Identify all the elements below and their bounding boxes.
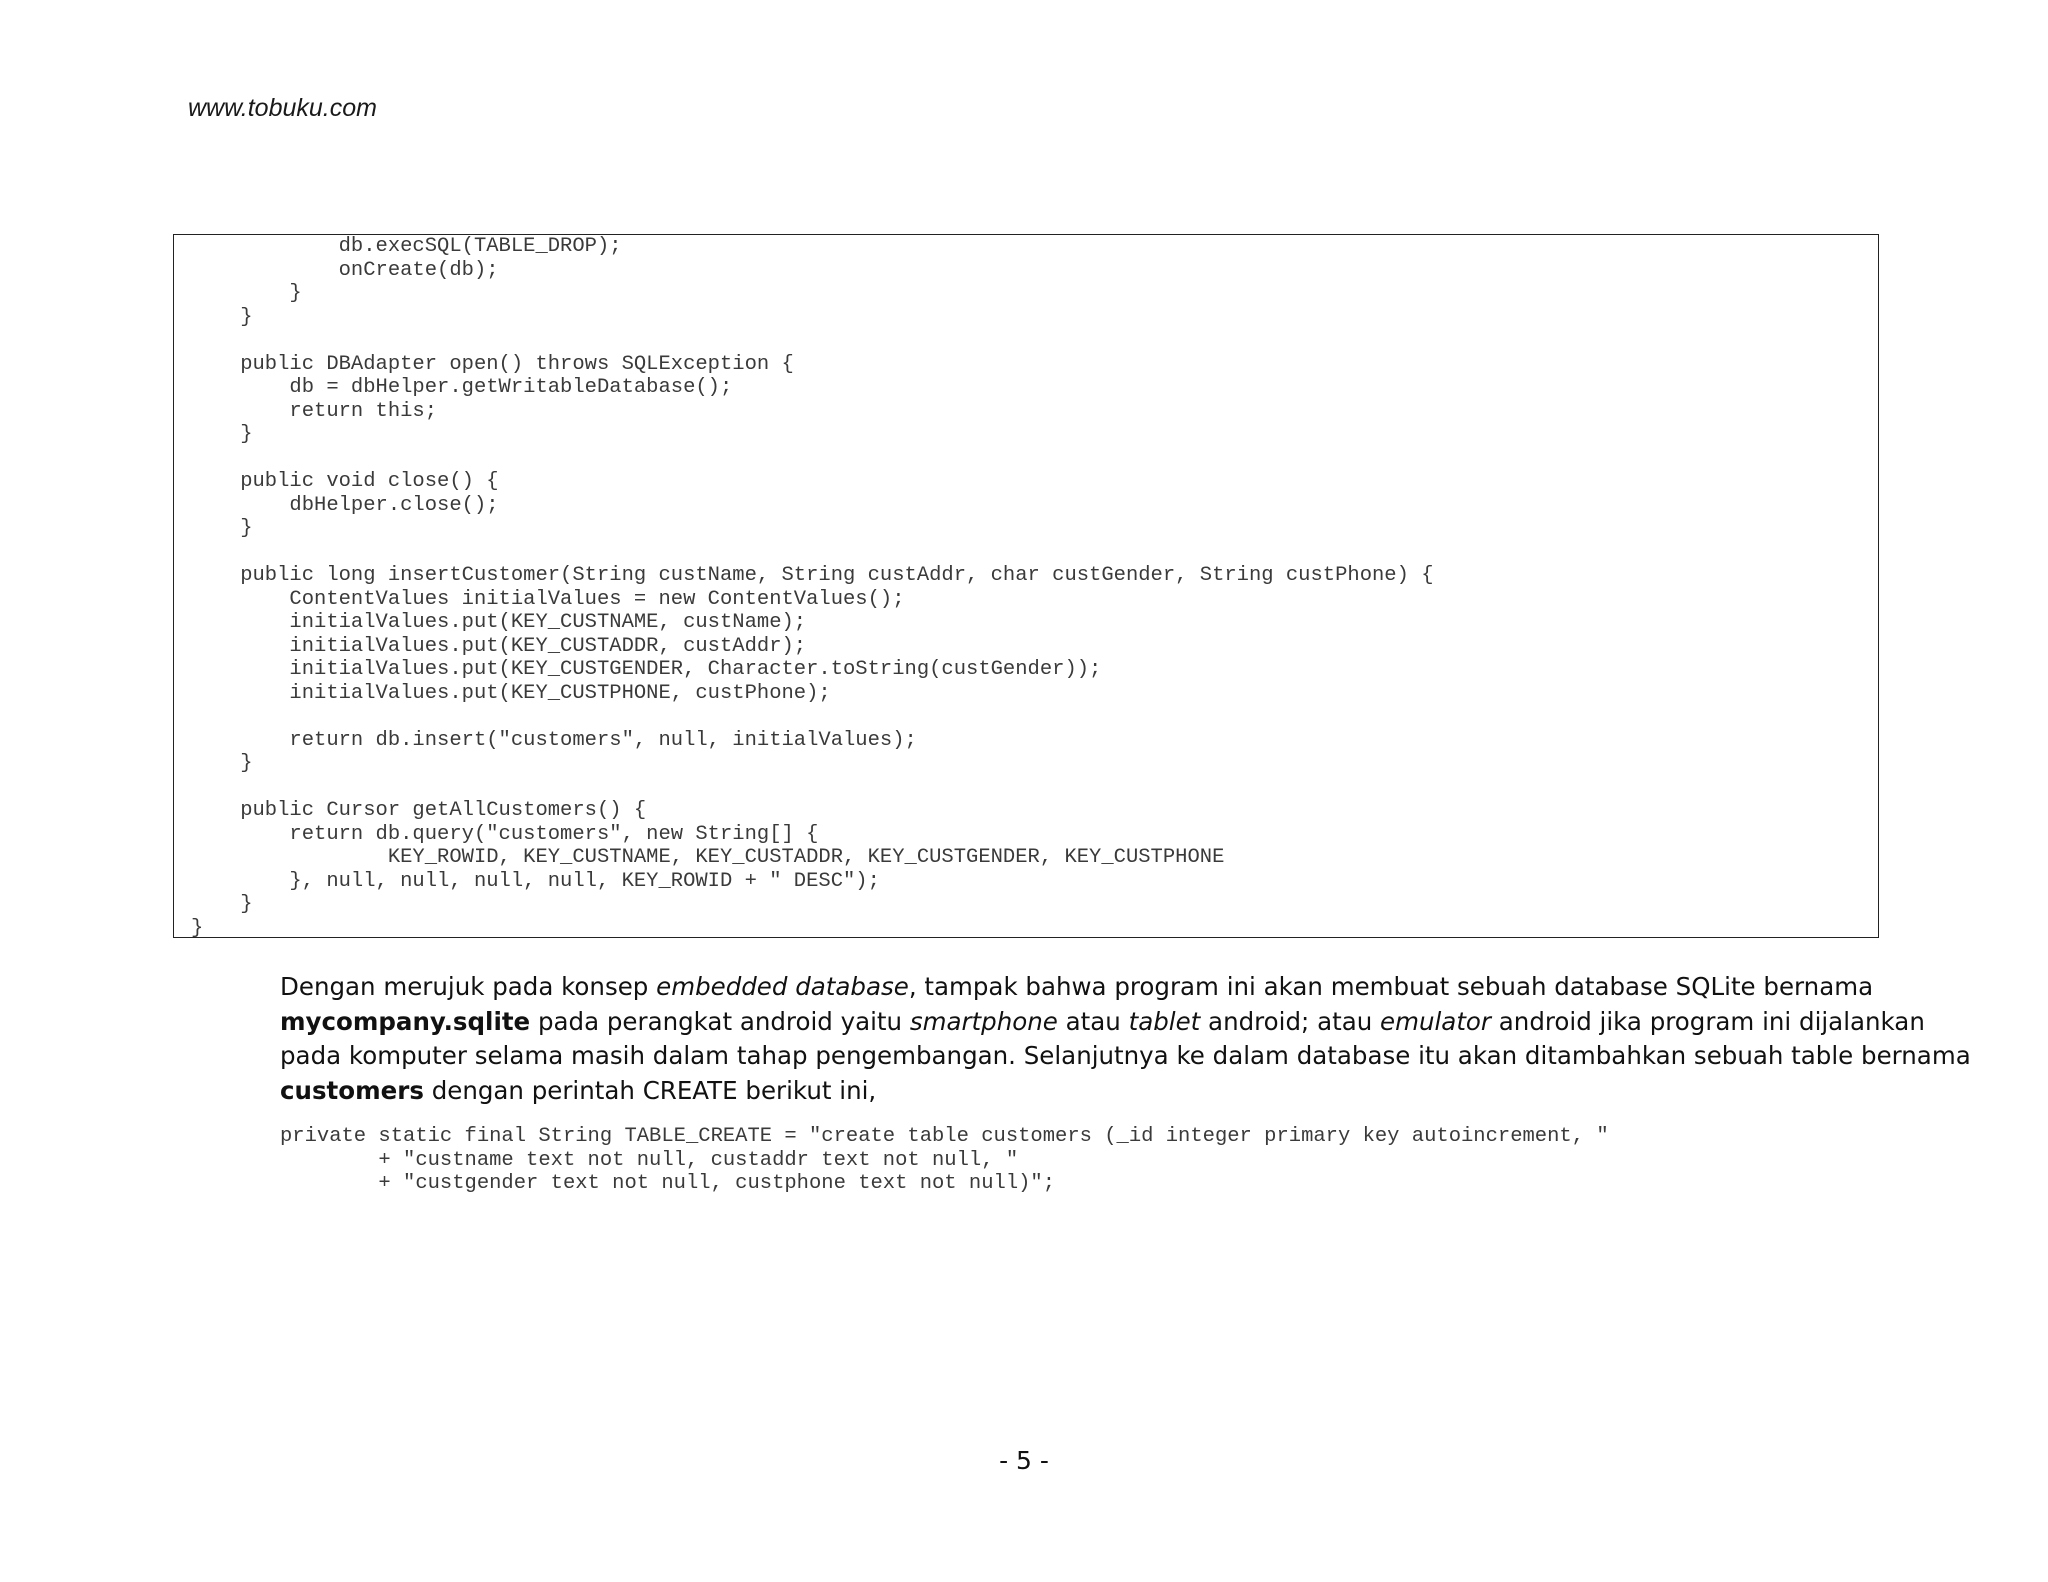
page-header-url: www.tobuku.com xyxy=(188,94,377,122)
code-line: initialValues.put(KEY_CUSTADDR, custAddr); xyxy=(191,634,807,658)
code-line: public long insertCustomer(String custName, String custAddr, char custGender, String custPhone) { xyxy=(191,564,1434,587)
paragraph-bold-term: customers xyxy=(280,1075,424,1105)
code-line xyxy=(191,705,1434,729)
code-line: } xyxy=(191,916,204,940)
code-line xyxy=(191,776,1434,800)
code-line: } xyxy=(191,423,253,446)
code-line: }, null, null, null, null, KEY_ROWID + " DESC"); xyxy=(191,869,880,893)
code-line: + "custgender text not null, custphone text not null)"; xyxy=(280,1172,1056,1195)
paragraph-line xyxy=(280,1039,1971,1074)
code-line: } xyxy=(191,305,253,329)
code-line: } xyxy=(191,893,253,916)
paragraph-text: Dengan merujuk pada konsep xyxy=(280,972,657,1001)
code-line: db = dbHelper.getWritableDatabase(); xyxy=(191,376,733,399)
paragraph-line xyxy=(280,1074,1880,1109)
paragraph-line xyxy=(280,970,1880,1005)
paragraph-line xyxy=(280,1005,1925,1040)
code-line: initialValues.put(KEY_CUSTPHONE, custPhone); xyxy=(191,681,831,705)
code-line: return this; xyxy=(191,399,438,423)
paragraph-italic-term: tablet xyxy=(1128,1006,1201,1036)
page-number: - 5 - xyxy=(999,1446,1049,1475)
paragraph-text: pada komputer selama masih dalam tahap pengembangan. Selanjutnya ke dalam database itu akan ditambahkan sebuah table bernama xyxy=(280,1041,1971,1070)
code-line: db.execSQL(TABLE_DROP); xyxy=(191,235,622,258)
code-line: ContentValues initialValues = new ContentValues(); xyxy=(191,587,905,611)
code-line: initialValues.put(KEY_CUSTNAME, custName); xyxy=(191,611,807,634)
paragraph-text: atau xyxy=(1057,1006,1129,1036)
paragraph-text: android; atau xyxy=(1200,1006,1381,1036)
body-paragraph xyxy=(280,970,1971,1108)
paragraph-text: , tampak bahwa program ini akan membuat sebuah database SQLite bernama xyxy=(908,972,1874,1001)
code-line: return db.query("customers", new String[] { xyxy=(191,822,819,846)
code-line: KEY_ROWID, KEY_CUSTNAME, KEY_CUSTADDR, KEY_CUSTGENDER, KEY_CUSTPHONE xyxy=(191,846,1225,869)
paragraph-text: android jika program ini dijalankan xyxy=(1491,1006,1925,1036)
code-line: dbHelper.close(); xyxy=(191,493,499,517)
code-line: public DBAdapter open() throws SQLException { xyxy=(191,352,794,376)
code-line: } xyxy=(191,517,253,540)
code-line: public Cursor getAllCustomers() { xyxy=(191,799,647,822)
code-line: initialValues.put(KEY_CUSTGENDER, Character.toString(custGender)); xyxy=(191,658,1102,681)
paragraph-italic-term: smartphone xyxy=(909,1006,1058,1036)
code-line: } xyxy=(191,282,302,305)
code-listing xyxy=(191,235,1434,940)
code-line xyxy=(191,329,1434,353)
code-line: } xyxy=(191,752,253,775)
code-line: + "custname text not null, custaddr text not null, " xyxy=(280,1148,1019,1172)
code-line: public void close() { xyxy=(191,470,499,493)
paragraph-text: dengan perintah CREATE berikut ini, xyxy=(423,1075,877,1105)
code-line: return db.insert("customers", null, initialValues); xyxy=(191,728,917,752)
paragraph-text: pada perangkat android yaitu xyxy=(530,1006,910,1036)
paragraph-bold-term: mycompany.sqlite xyxy=(280,1006,531,1036)
paragraph-italic-term: emulator xyxy=(1380,1006,1491,1036)
code-line xyxy=(191,447,1434,471)
code-snippet-table-create xyxy=(280,1125,1609,1196)
code-line xyxy=(191,541,1434,565)
code-line: private static final String TABLE_CREATE = "create table customers (_id integer primary key autoincrement, " xyxy=(280,1125,1609,1148)
paragraph-italic-term: embedded database xyxy=(656,972,909,1001)
code-listing-box xyxy=(173,234,1879,938)
code-line: onCreate(db); xyxy=(191,258,499,282)
